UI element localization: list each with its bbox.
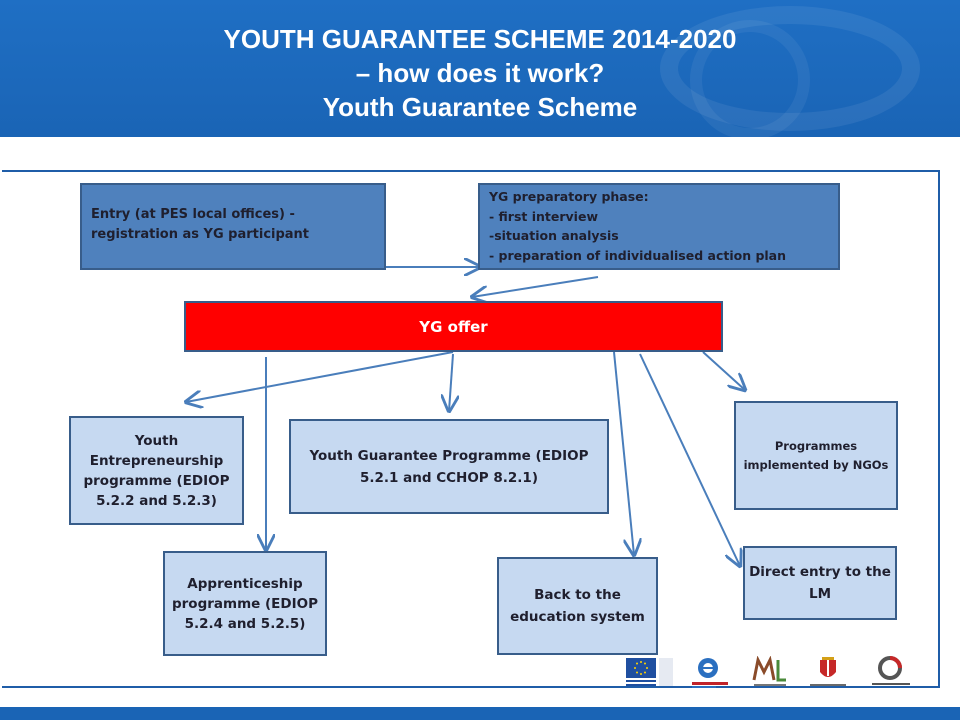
title-line-2: – how does it work?: [355, 58, 605, 88]
pes-logo: [686, 656, 734, 690]
prep-item-situation: -situation analysis: [489, 228, 619, 243]
page-title: [0, 22, 960, 124]
prep-item-action-plan: - preparation of individualised action plan: [489, 247, 787, 263]
entry-registration-box: Entry (at PES local offices) - registration as YG participant: [80, 183, 386, 270]
labour-market-box: Direct entry to the LM: [743, 546, 897, 620]
title-line-3: Youth Guarantee Scheme: [322, 92, 638, 122]
ngo-programmes-box: Programmes implemented by NGOs: [734, 401, 898, 510]
title-line-1: YOUTH GUARANTEE SCHEME 2014-2020: [223, 24, 737, 54]
agency-logo: [866, 656, 916, 690]
yg-offer-box: YG offer: [184, 301, 723, 352]
preparatory-phase-box: [478, 183, 840, 270]
eu-flag-logo: [626, 656, 674, 690]
education-system-box: Back to the education system: [497, 557, 658, 655]
yg-programme-box: Youth Guarantee Programme (EDIOP 5.2.1 and CCHOP 8.2.1): [289, 419, 609, 514]
ministry-logo: [750, 656, 790, 690]
header-banner: [0, 0, 960, 137]
entrepreneurship-programme-box: Youth Entrepreneurship programme (EDIOP 5.2.2 and 5.2.3): [69, 416, 244, 525]
partner-logos: [626, 652, 922, 692]
hungary-coat-of-arms-logo: [806, 656, 850, 690]
prep-item-interview: - first interview: [489, 208, 598, 224]
footer-bar: [0, 707, 960, 720]
apprenticeship-programme-box: Apprenticeship programme (EDIOP 5.2.4 and 5.2.5): [163, 551, 327, 656]
prep-title: YG preparatory phase:: [489, 189, 649, 204]
